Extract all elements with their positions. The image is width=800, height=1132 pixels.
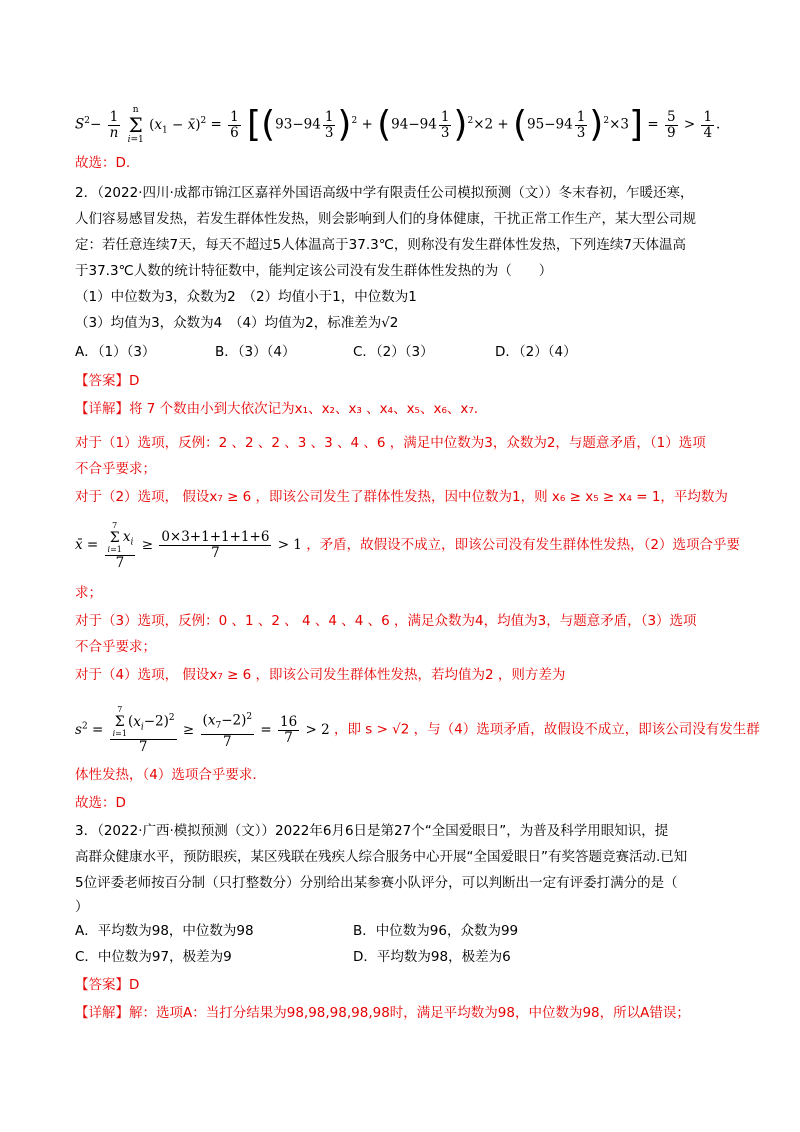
q2-stem-line-4: 于37.3℃人数的统计特征数中，能判定该公司没有发生群体性发热的为（ ） bbox=[75, 263, 553, 279]
answer-tag: 【答案】 bbox=[75, 977, 129, 993]
q2-detail-4-formula-row bbox=[75, 698, 760, 754]
q3-option-c: C．中位数为97，极差为9 bbox=[75, 949, 232, 965]
q2-detail-3-line-2: 不合乎要求； bbox=[75, 639, 156, 655]
q2-detail-4-line-1: 对于（4）选项， 假设x₇ ≥ 6 ，即该公司发生群体性发热，若均值为2 ，则方差为 bbox=[75, 667, 566, 683]
variance-inequality: $s^2$ = 7 Σ $i=1(x_i-2)^2$ 7 ≥ $\frac{(x_7-2)^2}{7}$ = $\frac{16}{7}$ > 2 bbox=[75, 705, 334, 755]
detail-2-line-2: ，矛盾，故假设不成立，即该公司没有发生群体性发热，（2）选项合乎要 bbox=[306, 537, 741, 553]
q2-condition-line-1: （1）中位数为3，众数为2 （2）均值小于1，中位数为1 bbox=[75, 289, 417, 305]
detail-text: 解：选项A：当打分结果为98,98,98,98,98时，满足平均数为98，中位数为98，所以A错误； bbox=[129, 1005, 690, 1021]
q2-option-d: D．（2）（4） bbox=[495, 344, 577, 360]
q2-detail-2-line-1: 对于（2）选项， 假设x₇ ≥ 6 ，即该公司发生了群体性发热，因中位数为1，则 x₆ ≥ x₅ ≥ x₄ = 1，平均数为 bbox=[75, 489, 728, 505]
q2-detail-4-line-3: 体性发热，（4）选项合乎要求. bbox=[75, 767, 257, 783]
q2-option-a: A．（1）（3） bbox=[75, 344, 156, 360]
q2-stem-line-2: 人们容易感冒发热，若发生群体性发热，则会影响到人们的身体健康，干扰正常工作生产，某大型公司规 bbox=[75, 211, 696, 227]
q2-conclusion: 故选：D bbox=[75, 795, 126, 811]
q3-option-d: D．平均数为98，极差为6 bbox=[353, 949, 511, 965]
answer-value: D bbox=[129, 373, 140, 389]
answer-value: D bbox=[129, 977, 140, 993]
q3-stem-line-1: 3．（2022·广西·模拟预测（文））2022年6月6日是第27个“全国爱眼日”，为普及科学用眼知识，提 bbox=[75, 823, 669, 839]
q2-option-c: C．（2）（3） bbox=[353, 344, 434, 360]
q2-answer bbox=[75, 372, 139, 390]
q3-stem-line-2: 高群众健康水平，预防眼疾，某区残联在残疾人综合服务中心开展“全国爱眼日”有奖答题竞赛活动.已知 bbox=[75, 849, 688, 865]
q2-stem-line-1: 2．（2022·四川·成都市锦江区嘉祥外国语高级中学有限责任公司模拟预测（文））冬末春初，乍暖还寒， bbox=[75, 185, 694, 201]
q2-condition-line-2: （3）均值为3，众数为4 （4）均值为2，标准差为√2 bbox=[75, 315, 399, 331]
q3-stem-line-3: 5位评委老师按百分制（只打整数分）分别给出某参赛小队评分，可以判断出一定有评委打满分的是（ bbox=[75, 875, 678, 891]
detail-intro-text: 将 7 个数由小到大依次记为x₁、x₂、x₃ 、x₄、x₅、x₆、x₇. bbox=[129, 401, 479, 417]
q3-answer bbox=[75, 976, 139, 994]
q2-stem-line-3: 定：若任意连续7天，每天不超过5人体温高于37.3℃，则称没有发生群体性发热，下列连续7天体温高 bbox=[75, 237, 686, 253]
q2-detail-3-line-1: 对于（3）选项，反例：0 、1 、2 、 4 、4 、4 、6 ，满足众数为4，均值为3，与题意矛盾，（3）选项 bbox=[75, 613, 697, 629]
detail-4-line-2: ，即 s > √2 ，与（4）选项矛盾，故假设不成立，即该公司没有发生群 bbox=[333, 721, 760, 738]
q1-conclusion: 故选：D. bbox=[75, 155, 131, 171]
q3-detail bbox=[75, 1004, 690, 1022]
q2-detail-1-line-2: 不合乎要求； bbox=[75, 461, 156, 477]
detail-tag: 【详解】 bbox=[75, 1005, 129, 1021]
q2-detail-intro bbox=[75, 400, 478, 418]
q2-detail-2-line-3: 求； bbox=[75, 585, 102, 601]
answer-tag: 【答案】 bbox=[75, 373, 129, 389]
q2-detail-2-formula-row bbox=[75, 520, 740, 570]
q3-option-a: A．平均数为98，中位数为98 bbox=[75, 923, 254, 939]
variance-formula-line: $S^2-$ $\frac{1}{n}$ n Σ i=1 ($x_1$ − x̄)$^2$ = $\frac{1}{6}$ [(93−94 $\frac{1}{3}$ )$^2$ + (94−94 $\frac{1}{3}$ )$^2$×2 + (95−94 $\frac{1}{3}$ )$^2$×3] = $\frac{5}{9}$ > $\frac{1}{4}$ . bbox=[75, 104, 721, 145]
q2-option-b: B．（3）（4） bbox=[215, 344, 296, 360]
mean-formula: x̄ = 7 Σ $i=1x_i$ 7 ≥ $\frac{0\times 3+1+1+1+6}{7}$ > 1 bbox=[75, 520, 307, 571]
q3-option-b: B．中位数为96，众数为99 bbox=[353, 923, 519, 939]
detail-tag: 【详解】 bbox=[75, 401, 129, 417]
q2-detail-1-line-1: 对于（1）选项，反例：2 、2 、2 、3 、3 、4 、6 ，满足中位数为3，众数为2，与题意矛盾，（1）选项 bbox=[75, 435, 706, 451]
q3-stem-line-4: ） bbox=[75, 899, 89, 915]
